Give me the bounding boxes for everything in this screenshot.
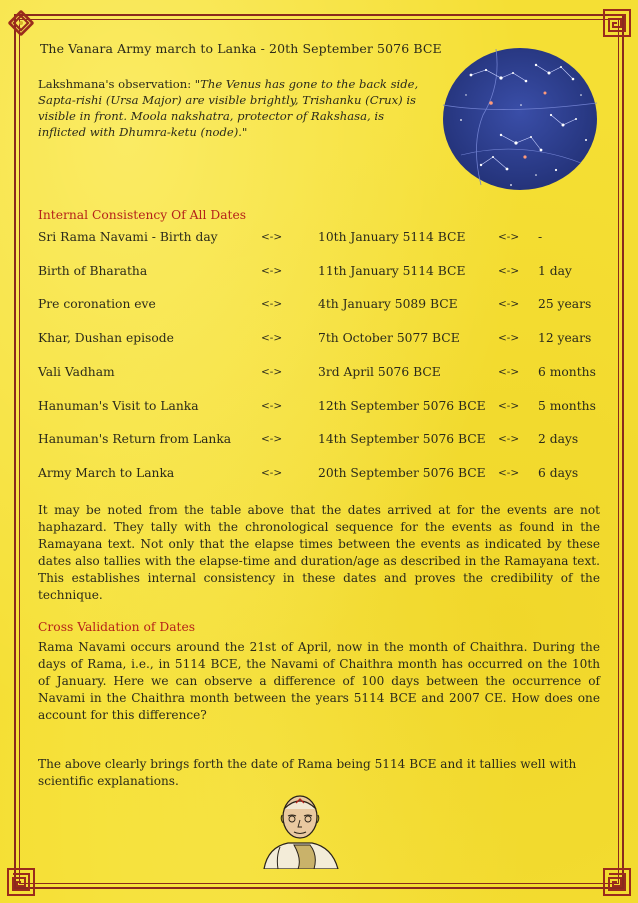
observation-suffix: ": [241, 125, 248, 139]
page-title: The Vanara Army march to Lanka - 20th September 5076 BCE: [40, 41, 442, 56]
table-row: [38, 432, 608, 450]
elapsed-time: 2 days: [538, 432, 579, 446]
arrow-separator: <->: [498, 231, 520, 243]
arrow-separator: <->: [498, 298, 520, 310]
observation-quote: The Venus has gone to the back side, Sapta-rishi (Ursa Major) are visible brightly, Trishanku (Crux) is visible in front. Moola nakshatra, protector of Rakshasa, is inflicted with Dhumra-ketu (node).: [38, 77, 419, 139]
table-row: [38, 399, 608, 417]
table-row: [38, 264, 608, 282]
table-row: [38, 466, 608, 484]
elapsed-time: 6 days: [538, 466, 579, 480]
conclusion-paragraph: The above clearly brings forth the date of Rama being 5114 BCE and it tallies well with scientific explanations.: [38, 757, 577, 788]
arrow-separator: <->: [261, 332, 283, 344]
arrow-separator: <->: [498, 433, 520, 445]
event-name: Vali Vadham: [38, 365, 115, 379]
event-date: 4th January 5089 BCE: [318, 297, 458, 311]
lakshmana-observation: [38, 76, 423, 140]
arrow-separator: <->: [498, 366, 520, 378]
arrow-separator: <->: [261, 298, 283, 310]
section-heading-cross-validation: Cross Validation of Dates: [38, 620, 196, 634]
event-name: Pre coronation eve: [38, 297, 156, 311]
cross-validation-paragraph: Rama Navami occurs around the 21st of April, now in the month of Chaithra. During the days of Rama, i.e., in 5114 BCE, the Navami of Chaithra month has occurred on the 10th of January. Here we can observe a difference of 100 days between the occurrence of Navami in the Chaithra month between the years 5114 BCE and 2007 CE. How does one account for this difference?: [38, 640, 600, 722]
event-name: Army March to Lanka: [38, 466, 175, 480]
elapsed-time: 5 months: [538, 399, 596, 413]
table-row: [38, 331, 608, 349]
observation-prefix: Lakshmana's observation: ": [38, 77, 201, 91]
arrow-separator: <->: [498, 467, 520, 479]
event-date: 3rd April 5076 BCE: [318, 365, 441, 379]
arrow-separator: <->: [498, 265, 520, 277]
elapsed-time: 12 years: [538, 331, 592, 345]
elapsed-time: 6 months: [538, 365, 596, 379]
corner-ornament-icon: [4, 865, 38, 899]
arrow-separator: <->: [261, 433, 283, 445]
event-date: 14th September 5076 BCE: [318, 432, 486, 446]
elapsed-time: -: [538, 230, 543, 244]
sky-star-map-image: [441, 45, 599, 195]
consistency-paragraph: It may be noted from the table above that the dates arrived at for the events are not haphazard. They tally with the chronological sequence for the events as found in the Ramayana text. Not only that the elapse times between the events as indicated by these dates also tallies with the elapse-time and duration/age as described in the Ramayana text. This establishes internal consistency in these dates and proves the credibility of the technique.: [38, 503, 600, 602]
event-date: 7th October 5077 BCE: [318, 331, 460, 345]
arrow-separator: <->: [261, 265, 283, 277]
event-date: 20th September 5076 BCE: [318, 466, 486, 480]
section-heading-internal-consistency: Internal Consistency Of All Dates: [38, 208, 247, 222]
table-row: [38, 230, 608, 248]
elapsed-time: 1 day: [538, 264, 572, 278]
sage-portrait-illustration: [258, 785, 342, 869]
corner-ornament-icon: [600, 6, 634, 40]
event-name: Hanuman's Return from Lanka: [38, 432, 232, 446]
arrow-separator: <->: [261, 231, 283, 243]
event-name: Hanuman's Visit to Lanka: [38, 399, 199, 413]
event-name: Birth of Bharatha: [38, 264, 148, 278]
arrow-separator: <->: [261, 366, 283, 378]
event-date: 10th January 5114 BCE: [318, 230, 466, 244]
arrow-separator: <->: [498, 400, 520, 412]
corner-ornament-icon: [600, 865, 634, 899]
arrow-separator: <->: [261, 400, 283, 412]
endless-knot-ornament-icon: [4, 6, 38, 40]
event-date: 12th September 5076 BCE: [318, 399, 486, 413]
event-date: 11th January 5114 BCE: [318, 264, 466, 278]
arrow-separator: <->: [261, 467, 283, 479]
arrow-separator: <->: [498, 332, 520, 344]
event-name: Sri Rama Navami - Birth day: [38, 230, 218, 244]
table-row: [38, 297, 608, 315]
table-row: [38, 365, 608, 383]
event-name: Khar, Dushan episode: [38, 331, 174, 345]
elapsed-time: 25 years: [538, 297, 592, 311]
